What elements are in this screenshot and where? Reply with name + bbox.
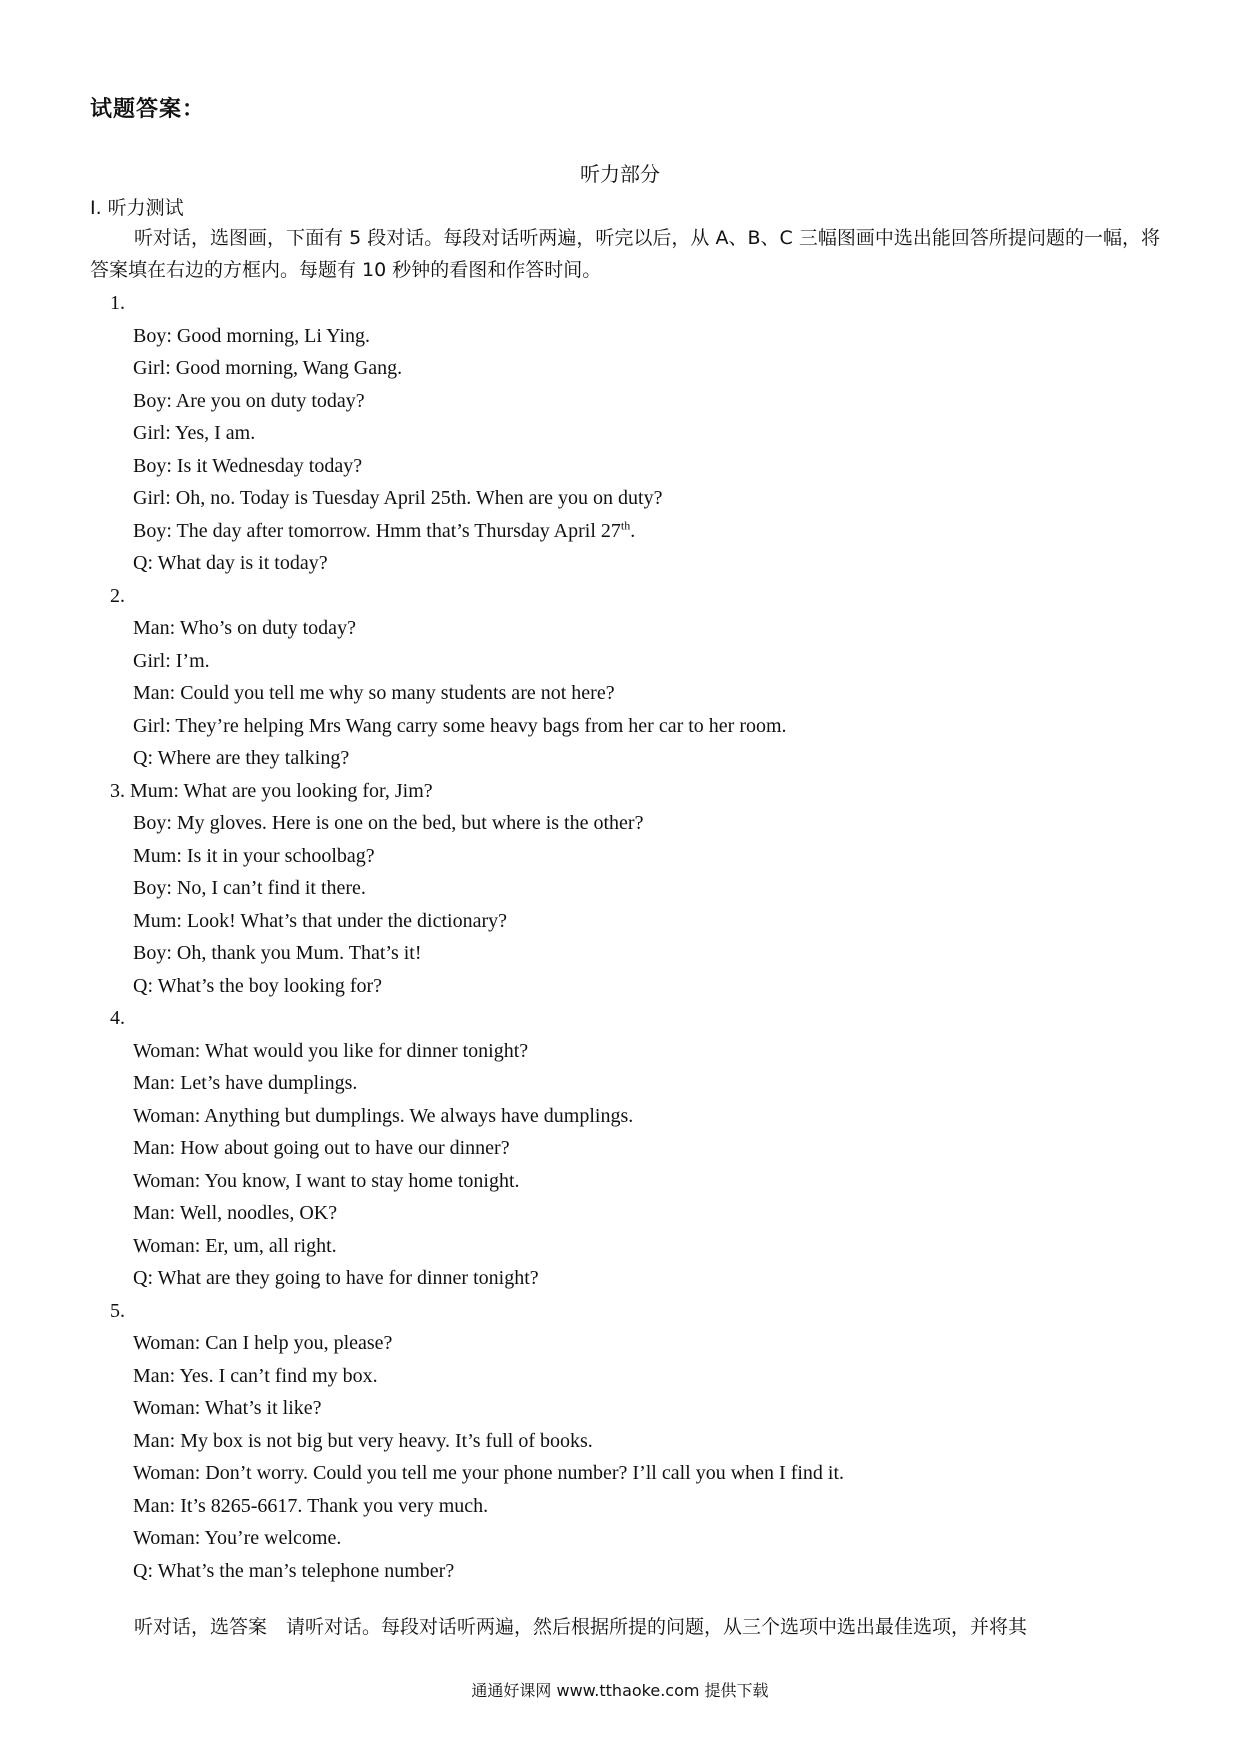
dialog-line: Woman: What’s it like? — [133, 1397, 322, 1419]
dialog-question: Q: What are they going to have for dinner tonight? — [133, 1267, 539, 1289]
dialog-line: Girl: They’re helping Mrs Wang carry some heavy bags from her car to her room. — [133, 714, 787, 737]
dialog-line: Boy: Good morning, Li Ying. — [133, 324, 371, 347]
dialog-line-text: Boy: The day after tomorrow. Hmm that’s Thursday April 27 — [133, 519, 621, 542]
dialog-question: Q: What’s the boy looking for? — [133, 974, 383, 997]
dialog-line: Boy: Oh, thank you Mum. That’s it! — [133, 942, 422, 964]
dialog-2 — [110, 580, 1150, 775]
dialog-line: Man: Well, noodles, OK? — [133, 1202, 338, 1224]
dialog-line: Woman: Can I help you, please? — [133, 1332, 393, 1354]
dialog-number: 3. — [110, 779, 125, 802]
dialog-1 — [110, 287, 1150, 580]
next-section-instructions: 听对话，选答案 请听对话。每段对话听两遍，然后根据所提的问题，从三个选项中选出最佳选项，并将其 — [134, 1616, 1028, 1638]
dialog-line: Girl: Yes, I am. — [133, 422, 256, 444]
dialog-list — [110, 287, 1150, 1587]
dialog-line: Mum: Look! What’s that under the dictionary? — [133, 909, 507, 932]
page-footer: 通通好课网 www.tthaoke.com 提供下载 — [471, 1681, 769, 1700]
dialog-3 — [110, 775, 1150, 1003]
instructions: 听对话，选图画，下面有 5 段对话。每段对话听两遍，听完以后，从 A、B、C 三幅图画中选出能回答所提问题的一幅，将答案填在右边的方框内。每题有 10 秒钟的看图和作答时间。 — [90, 227, 1160, 281]
dialog-line: Woman: You’re welcome. — [133, 1527, 342, 1549]
dialog-question: Q: What day is it today? — [133, 552, 328, 574]
dialog-line: Woman: Anything but dumplings. We always have dumplings. — [133, 1104, 634, 1127]
line-period: . — [630, 519, 636, 542]
dialog-line: Boy: My gloves. Here is one on the bed, but where is the other? — [133, 812, 644, 834]
dialog-number-with-line — [110, 775, 1150, 808]
dialog-line: Woman: Don’t worry. Could you tell me your phone number? I’ll call you when I find it. — [133, 1462, 845, 1484]
part-title: I. 听力测试 — [90, 197, 184, 219]
dialog-line: Mum: Is it in your schoolbag? — [133, 844, 375, 867]
ordinal-suffix: th — [620, 517, 631, 532]
dialog-line — [110, 515, 1150, 548]
dialog-number: 4. — [110, 1007, 125, 1029]
section-title: 听力部分 — [580, 162, 660, 186]
answer-heading: 试题答案： — [90, 97, 206, 122]
dialog-line: Girl: Oh, no. Today is Tuesday April 25th. When are you on duty? — [133, 487, 663, 509]
dialog-4 — [110, 1002, 1150, 1295]
dialog-line: Woman: You know, I want to stay home tonight. — [133, 1169, 520, 1192]
dialog-line: Boy: Is it Wednesday today? — [133, 454, 363, 477]
dialog-line: Man: Who’s on duty today? — [133, 617, 356, 639]
dialog-line: Man: How about going out to have our dinner? — [133, 1137, 510, 1159]
dialog-question: Q: Where are they talking? — [133, 747, 350, 769]
dialog-line: Woman: What would you like for dinner tonight? — [133, 1039, 529, 1062]
dialog-number: 2. — [110, 584, 125, 607]
dialog-line: Boy: Are you on duty today? — [133, 389, 365, 412]
dialog-5 — [110, 1295, 1150, 1588]
dialog-line: Man: My box is not big but very heavy. It’s full of books. — [133, 1429, 593, 1452]
dialog-question: Q: What’s the man’s telephone number? — [133, 1559, 455, 1582]
dialog-line: Girl: I’m. — [133, 649, 210, 672]
dialog-line: Man: Yes. I can’t find my box. — [133, 1364, 378, 1387]
dialog-line: Man: It’s 8265-6617. Thank you very much. — [133, 1494, 489, 1517]
dialog-line: Girl: Good morning, Wang Gang. — [133, 357, 403, 379]
dialog-line: Man: Let’s have dumplings. — [133, 1072, 358, 1094]
dialog-line: Mum: What are you looking for, Jim? — [130, 779, 433, 802]
dialog-line: Boy: No, I can’t find it there. — [133, 877, 366, 899]
dialog-line: Man: Could you tell me why so many students are not here? — [133, 682, 615, 704]
dialog-number: 5. — [110, 1299, 125, 1322]
dialog-number: 1. — [110, 292, 125, 314]
dialog-line: Woman: Er, um, all right. — [133, 1234, 337, 1257]
